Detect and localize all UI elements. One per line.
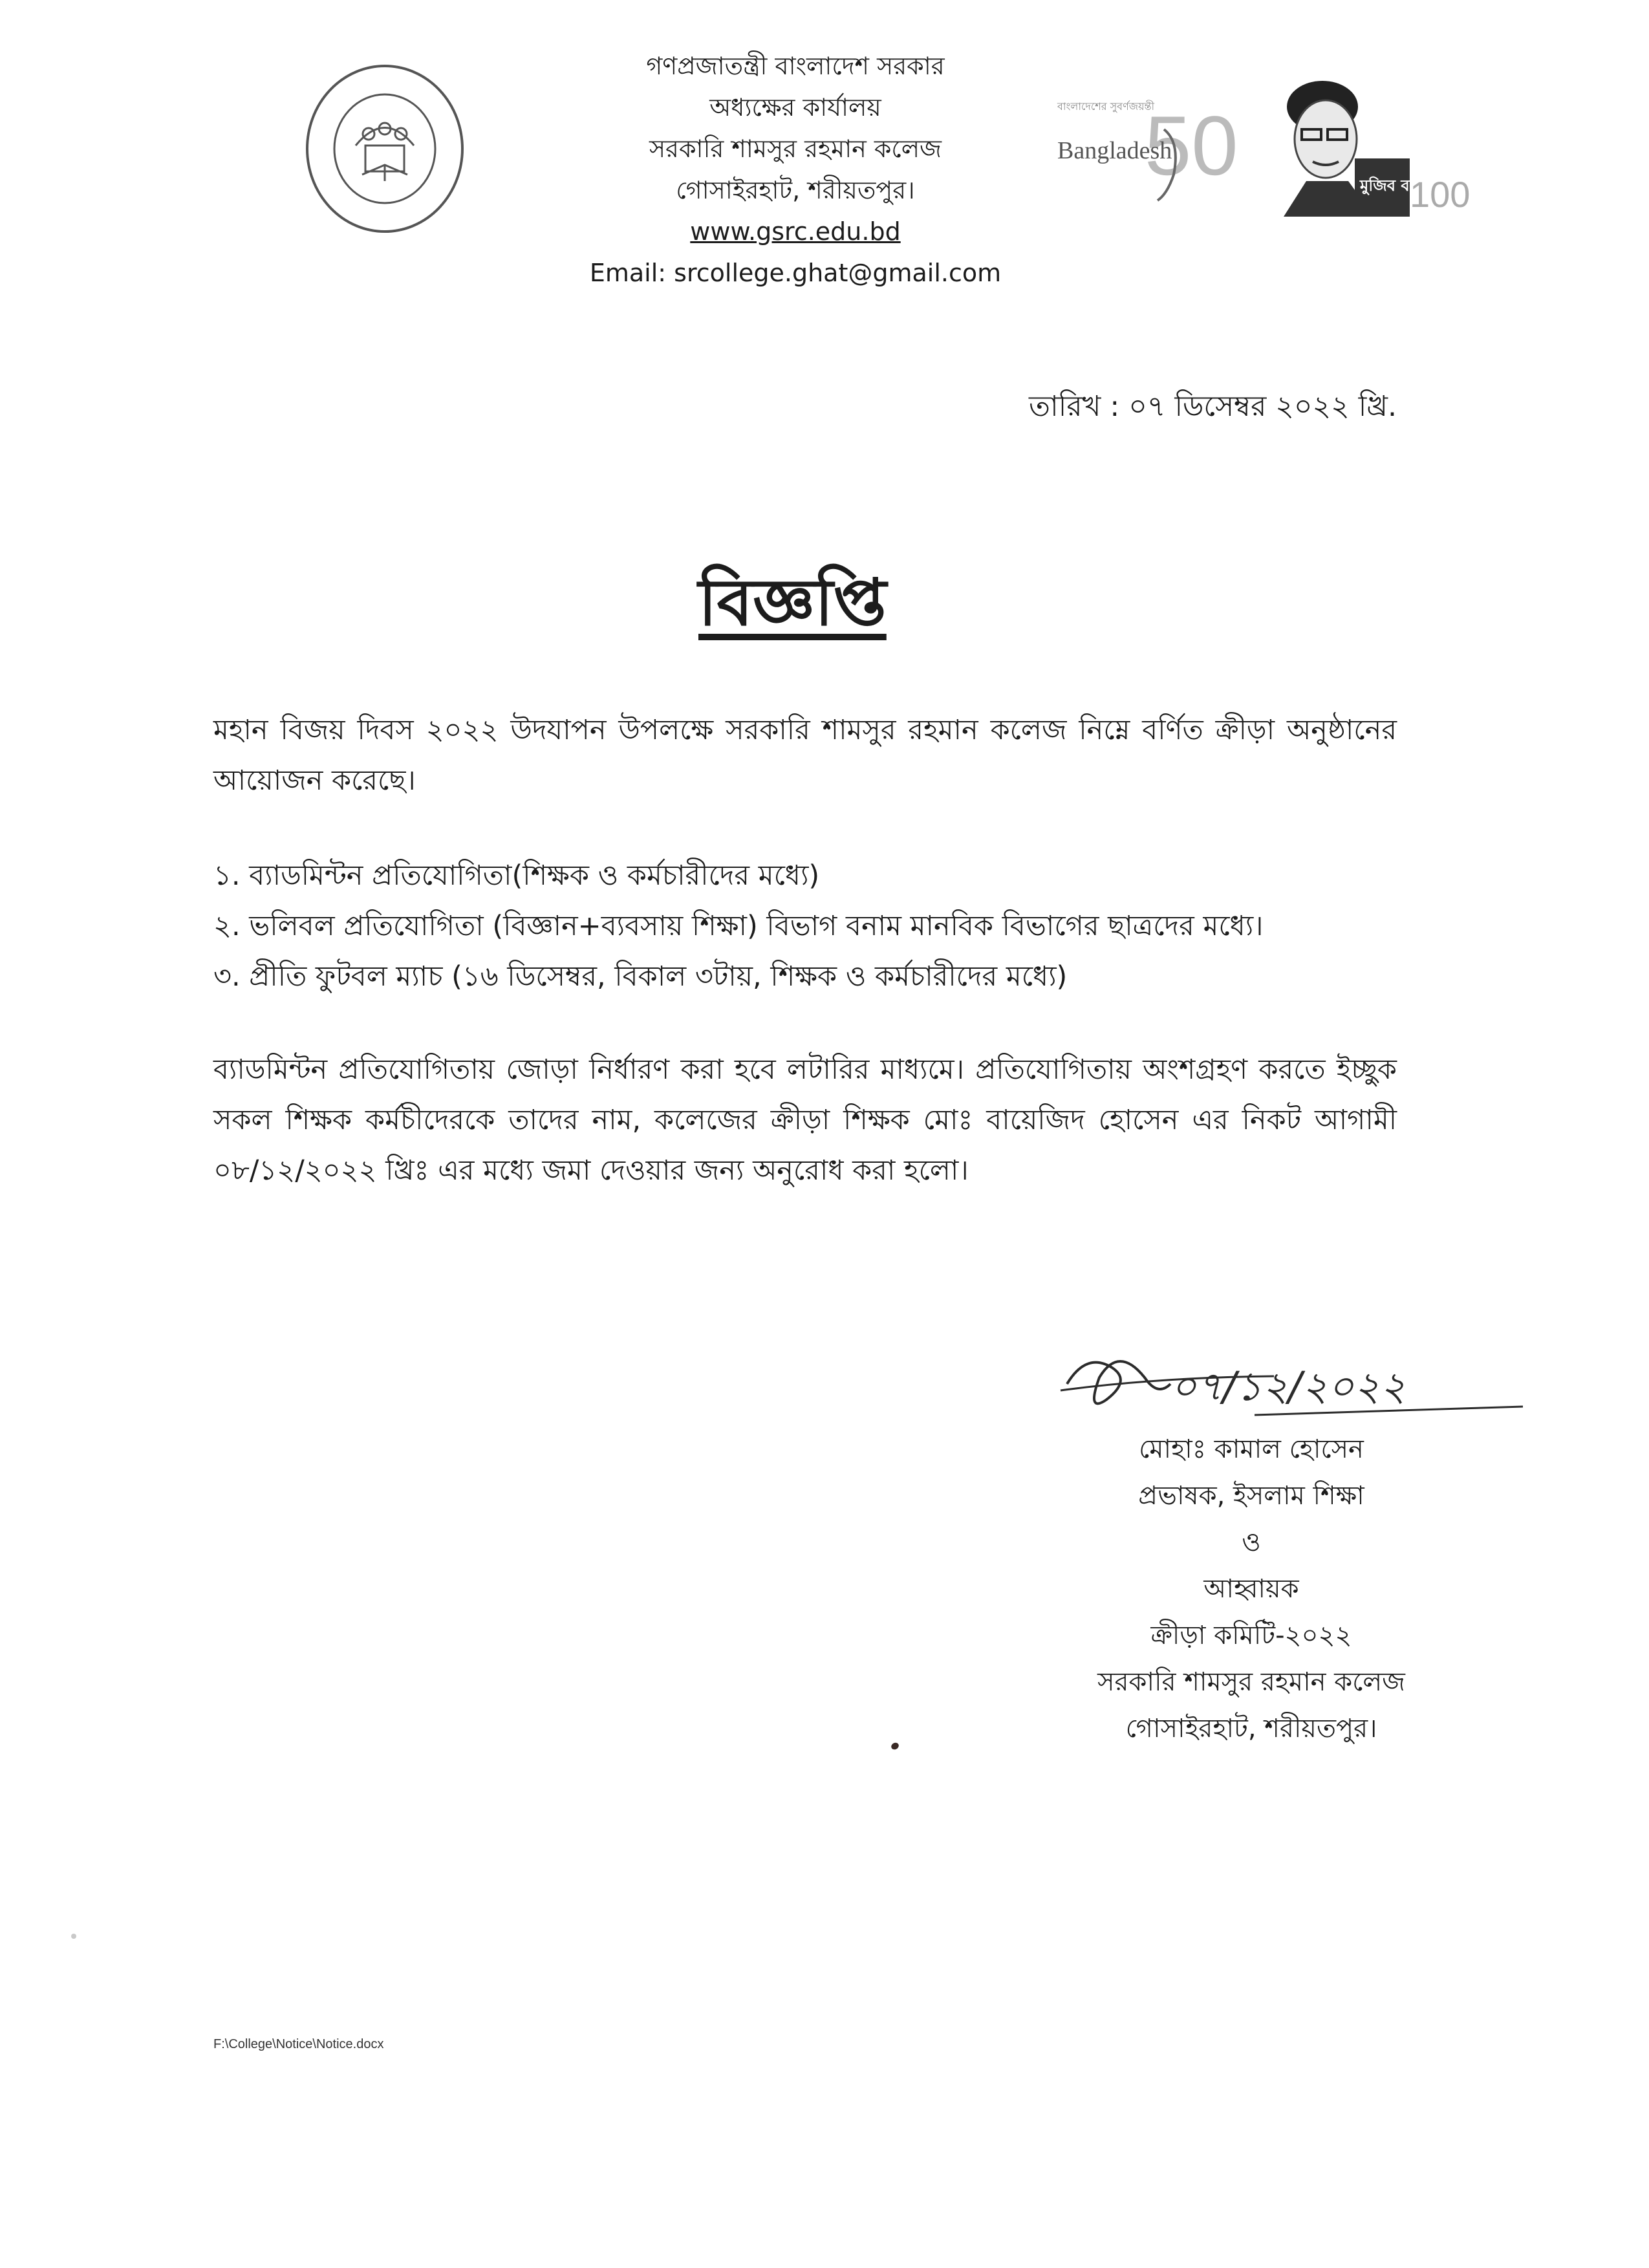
- email-text: Email: srcollege.ghat@gmail.com: [589, 259, 1002, 287]
- signatory-role: আহ্বায়ক: [1203, 1574, 1299, 1604]
- website-link[interactable]: www.gsrc.edu.bd: [690, 217, 901, 246]
- signatory-block: [970, 1426, 1533, 1752]
- notice-title: বিজ্ঞপ্তি: [698, 565, 887, 640]
- mujib-text: মুজিব বর্ষ: [1360, 177, 1418, 195]
- scan-speck: [71, 1934, 76, 1939]
- list-item: ২. ভলিবল প্রতিযোগিতা (বিজ্ঞান+ব্যবসায় শিক্ষা) বিভাগ বনাম মানবিক বিভাগের ছাত্রদের মধ্যে।: [213, 910, 1264, 942]
- file-path: F:\College\Notice\Notice.docx: [213, 2037, 384, 2051]
- signatory-address: গোসাইরহাট, শরীয়তপুর।: [1125, 1714, 1377, 1744]
- ink-speck: [890, 1742, 900, 1751]
- signatory-designation: প্রভাষক, ইসলাম শিক্ষা: [1138, 1481, 1364, 1511]
- letterhead: [569, 45, 1022, 294]
- bangladesh-50-logo: [1044, 71, 1238, 226]
- signatory-college: সরকারি শামসুর রহমান কলেজ: [1097, 1667, 1405, 1697]
- signatory-name: মোহাঃ কামাল হোসেন: [1139, 1434, 1364, 1464]
- notice-date: তারিখ : ০৭ ডিসেম্বর ২০২২ খ্রি.: [1028, 390, 1397, 423]
- mujib-borsho-logo: [1271, 61, 1471, 223]
- college-seal-logo: [304, 61, 466, 236]
- header-line-college: সরকারি শামসুর রহমান কলেজ: [649, 135, 942, 163]
- logo-number: 50: [1145, 98, 1238, 193]
- header-line-office: অধ্যক্ষের কার্যালয়: [709, 93, 881, 122]
- event-list: [213, 850, 1264, 1002]
- signatory-committee: ক্রীড়া কমিটি-২০২২: [1150, 1621, 1352, 1650]
- list-item: ১. ব্যাডমিন্টন প্রতিযোগিতা(শিক্ষক ও কর্মচারীদের মধ্যে): [213, 859, 820, 892]
- list-item: ৩. প্রীতি ফুটবল ম্যাচ (১৬ ডিসেম্বর, বিকাল ৩টায়, শিক্ষক ও কর্মচারীদের মধ্যে): [213, 960, 1068, 993]
- handwritten-signature: [1061, 1339, 1526, 1429]
- header-line-government: গণপ্রজাতন্ত্রী বাংলাদেশ সরকার: [646, 52, 945, 80]
- mujib-number: 100: [1410, 174, 1471, 215]
- logo-text: Bangladesh: [1057, 137, 1172, 164]
- body-paragraph: ব্যাডমিন্টন প্রতিযোগিতায় জোড়া নির্ধারণ করা হবে লটারির মাধ্যমে। প্রতিযোগিতায় অংশগ্রহণ করতে ইচ্ছুক সকল শিক্ষক কর্মচীদেরকে তাদের নাম, কলেজের ক্রীড়া শিক্ষক মোঃ বায়েজিদ হোসেন এর নিকট আগামী ০৮/১২/২০২২ খ্রিঃ এর মধ্যে জমা দেওয়ার জন্য অনুরোধ করা হলো।: [213, 1053, 1397, 1187]
- header-line-address: গোসাইরহাট, শরীয়তপুর।: [676, 176, 915, 204]
- signature-date: ০৭/১২/২০২২: [1170, 1363, 1406, 1410]
- signatory-conjunction: ও: [1242, 1528, 1261, 1557]
- intro-paragraph: মহান বিজয় দিবস ২০২২ উদযাপন উপলক্ষে সরকারি শামসুর রহমান কলেজ নিম্নে বর্ণিত ক্রীড়া অনুষ্ঠানের আয়োজন করেছে।: [213, 714, 1397, 797]
- logo-small-text: বাংলাদেশের সুবর্ণজয়ন্তী: [1057, 100, 1155, 113]
